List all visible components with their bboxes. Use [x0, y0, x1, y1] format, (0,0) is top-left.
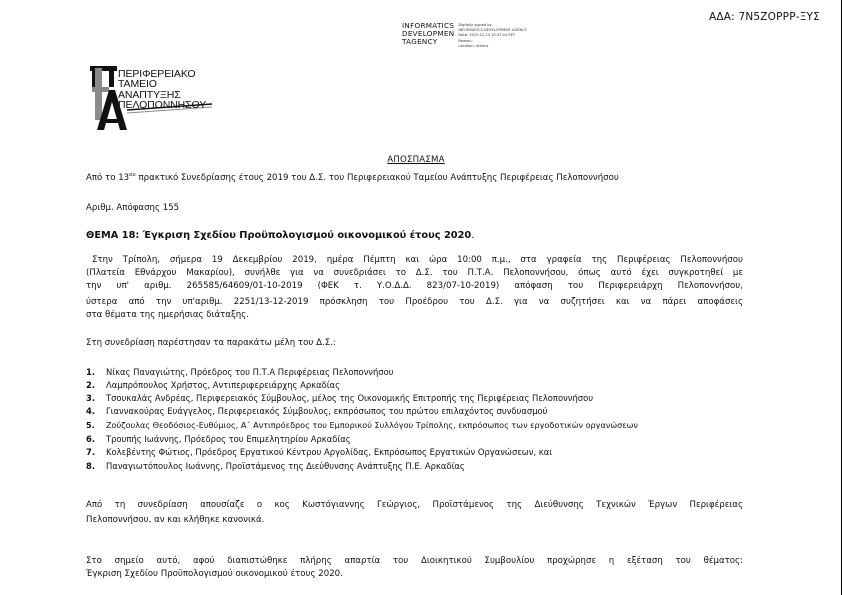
member-item: 3. Τσουκαλάς Ανδρέας, Περιφερειακός Σύμβουλος, μέλος της Οικονομικής Επιτροπής της Περιφέρειας Πελοποννήσου [86, 393, 594, 403]
member-item: 2. Λαμπρόπουλος Χρήστος, Αντιπεριφερειάρχης Αρκαδίας [86, 380, 340, 390]
stamp-details [458, 22, 568, 49]
stamp-detail-line: Digitally signed by [458, 23, 492, 27]
paragraph-line: ύστερα από την υπ'αριθμ. 2251/13-12-2019 πρόσκληση του Προέδρου του Δ.Σ. για να συζητήσει και να πάρει αποφάσεις [86, 297, 743, 307]
member-item: 8. Παναγιωτόπουλος Ιωάννης, Προϊστάμενος της Διεύθυνσης Ανάπτυξης Π.Ε. Αρκαδίας [86, 461, 465, 471]
stamp-detail-line: INFORMATICS DEVELOPMENT AGENCY [458, 28, 527, 33]
paragraph-line: στα θέματα της ημερήσιας διάταξης. [86, 310, 249, 320]
paragraph-line: Στην Τρίπολη, σήμερα 19 Δεκεμβρίου 2019, ημέρα Πέμπτη και ώρα 10:00 π.μ., στα γραφεία της Περιφέρειας Πελοποννήσου [92, 255, 743, 265]
quorum-line: Έγκριση Σχεδίου Προϋπολογισμού οικονομικού έτους 2020. [86, 569, 343, 579]
stamp-detail-line: Location: Athens [458, 43, 489, 48]
paragraph-line: (Πλατεία Εθνάρχου Μακαρίου), συνήλθε για να συνεδριάσει το Δ.Σ. του Π.Τ.Α. Πελοποννήσου, όπως αυτό έχει συγκροτηθεί με [86, 268, 743, 278]
quorum-line: Στο σημείο αυτό, αφού διαπιστώθηκε πλήρης απαρτία του Διοικητικού Συμβουλίου προχώρησε η εξέταση του θέματος: [86, 556, 743, 566]
member-item: 5. Ζούζουλας Θεοδόσιος-Ευθύμιος, Α΄ Αντιπρόεδρος του Εμπορικού Συλλόγου Τρίπολης, εκπρόσωπος των εργοδοτικών οργανώσεων [86, 420, 638, 430]
logo-line: ΠΕΡΙΦΕΡΕΙΑΚΟ [118, 68, 196, 80]
logo-line: ΠΕΛΟΠΟΝΝΗΣΟΥ [118, 99, 207, 112]
stamp-agency [402, 22, 454, 49]
stamp-detail-line: Date: 2019.12.23 10:37:24 EET [458, 33, 516, 38]
member-item: 1. Νίκας Παναγιώτης, Πρόεδρος του Π.Τ.Α Περιφέρειας Πελοποννήσου [86, 367, 394, 377]
attendance-intro: Στη συνεδρίαση παρέστησαν τα παρακάτω μέλη του Δ.Σ.: [86, 338, 336, 348]
stamp-detail-line: Reason: [458, 38, 473, 43]
ada-code: ΑΔΑ: 7Ν5ΖΟΡΡΡ-ΞΥΣ [709, 11, 820, 23]
pta-logo [90, 66, 215, 132]
absence-line: Από τη συνεδρίαση απουσίαζε ο κος Κωστόγιαννης Γεώργιος, Προϊστάμενος της Διεύθυνσης Τεχνικών Έργων Περιφέρειας [86, 500, 743, 510]
absence-line: Πελοποννήσου, αν και κλήθηκε κανονικά. [86, 515, 265, 525]
subject-title: ΘΕΜΑ 18: Έγκριση Σχεδίου Προϋπολογισμού οικονομικού έτους 2020. [86, 230, 475, 241]
extract-heading: ΑΠΟΣΠΑΣΜΑ [387, 155, 445, 165]
logo-line: ΤΑΜΕΙΟ [118, 78, 157, 91]
stamp-agency-line: TAGENCY [402, 37, 438, 47]
logo-line: ΑΝΑΠΤΥΞΗΣ [118, 88, 181, 101]
digital-signature-stamp [402, 22, 568, 49]
stamp-agency-line: INFORMATICS [402, 21, 455, 30]
member-item: 4. Γιαννακούρας Ευάγγελος, Περιφερειακός Σύμβουλος, εκπρόσωπος του πρώτου επιλαχόντος συνδυασμού [86, 406, 548, 416]
member-item: 7. Κολεβέντης Φώτιος, Πρόεδρος Εργατικού Κέντρου Αργολίδας, Εκπρόσωπος Εργατικών Οργανώσεων, και [86, 447, 553, 457]
member-item: 6. Τρουπής Ιωάννης, Πρόεδρος του Επιμελητηρίου Αρκαδίας [86, 434, 351, 444]
session-intro: Από το $13^{o\upsilon}$ πρακτικό Συνεδρίασης έτους 2019 του Δ.Σ. του Περιφερειακού Ταμείου Ανάπτυξης Περιφέρειας Πελοποννήσου [86, 172, 619, 183]
stamp-agency-line: DEVELOPMEN [402, 29, 455, 39]
logo-wordmark [118, 69, 206, 111]
decision-number: Αριθμ. Απόφασης 155 [86, 203, 180, 213]
paragraph-line: την υπ' αριθμ. 265585/64609/01-10-2019 (ΦΕΚ τ. Υ.Ο.Δ.Δ. 823/07-10-2019) απόφαση του Περιφερειάρχη Πελοποννήσου, [86, 281, 743, 291]
